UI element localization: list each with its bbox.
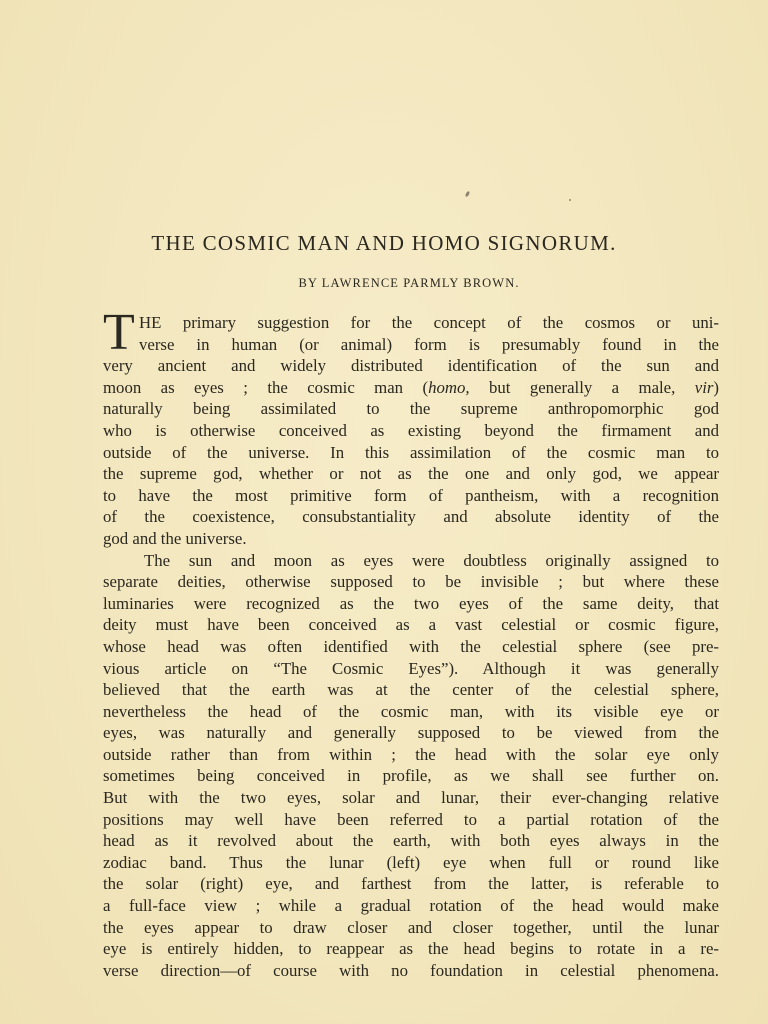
text-line: the solar (right) eye, and farthest from the latter, is referable to [103,874,719,894]
text-line: deity must have been conceived as a vast celestial or cosmic figure, [103,615,719,635]
text-line: vious article on “The Cosmic Eyes”). Although it was generally [103,658,719,678]
text-line: positions may well have been referred to a partial rotation of the [103,809,719,829]
text-line: the eyes appear to draw closer and closer together, until the lunar [103,917,719,937]
article-body [103,304,719,981]
ink-speck [465,191,471,198]
text-line: moon as eyes ; the cosmic man (homo, but generally a male, vir) [103,377,719,397]
ink-speck [569,199,571,201]
text-line: separate deities, otherwise supposed to be invisible ; but where these [103,572,719,592]
article-title: THE COSMIC MAN AND HOMO SIGNORUM. [151,231,617,255]
text-line: The sun and moon as eyes were doubtless originally assigned to [144,550,719,570]
text-line: sometimes being conceived in profile, as we shall see further on. [103,766,719,786]
italic-homo: homo, [428,377,470,397]
text-line: very ancient and widely distributed identification of the sun and [103,356,719,376]
text-line: head as it revolved about the earth, with both eyes always in the [103,831,719,851]
text-line: nevertheless the head of the cosmic man, with its visible eye or [103,701,719,721]
text-line: who is otherwise conceived as existing beyond the firmament and [103,420,719,440]
text-line: the supreme god, whether or not as the one and only god, we appear [103,464,719,484]
text-line: god and the universe. [103,528,247,548]
text-line: eye is entirely hidden, to reappear as the head begins to rotate in a re- [103,939,719,959]
text-line: HE primary suggestion for the concept of the cosmos or uni- [139,313,719,332]
text-line: verse in human (or animal) form is presumably found in the [139,334,719,354]
text-line: a full-face view ; while a gradual rotation of the head would make [103,896,719,916]
text-line: whose head was often identified with the celestial sphere (see pre- [103,636,719,656]
text-line: of the coexistence, consubstantiality and absolute identity of the [103,507,719,527]
text-line: eyes, was naturally and generally supposed to be viewed from the [103,723,719,743]
text-line: to have the most primitive form of pantheism, with a recognition [103,485,719,505]
text-line: outside of the universe. In this assimilation of the cosmic man to [103,442,719,462]
text-line: believed that the earth was at the center of the celestial sphere, [103,680,719,700]
drop-cap: T [103,304,135,361]
text-line: outside rather than from within ; the head with the solar eye only [103,744,719,764]
article-byline: BY LAWRENCE PARMLY BROWN. [298,276,520,290]
text-line: But with the two eyes, solar and lunar, their ever-changing relative [103,788,719,808]
text-line: luminaries were recognized as the two eyes of the same deity, that [103,593,719,613]
text-line: verse direction—of course with no foundation in celestial phenomena. [103,960,719,980]
text-line: zodiac band. Thus the lunar (left) eye when full or round like [103,852,719,872]
text-line: naturally being assimilated to the supreme anthropomorphic god [103,399,719,419]
italic-vir: vir [694,377,714,397]
